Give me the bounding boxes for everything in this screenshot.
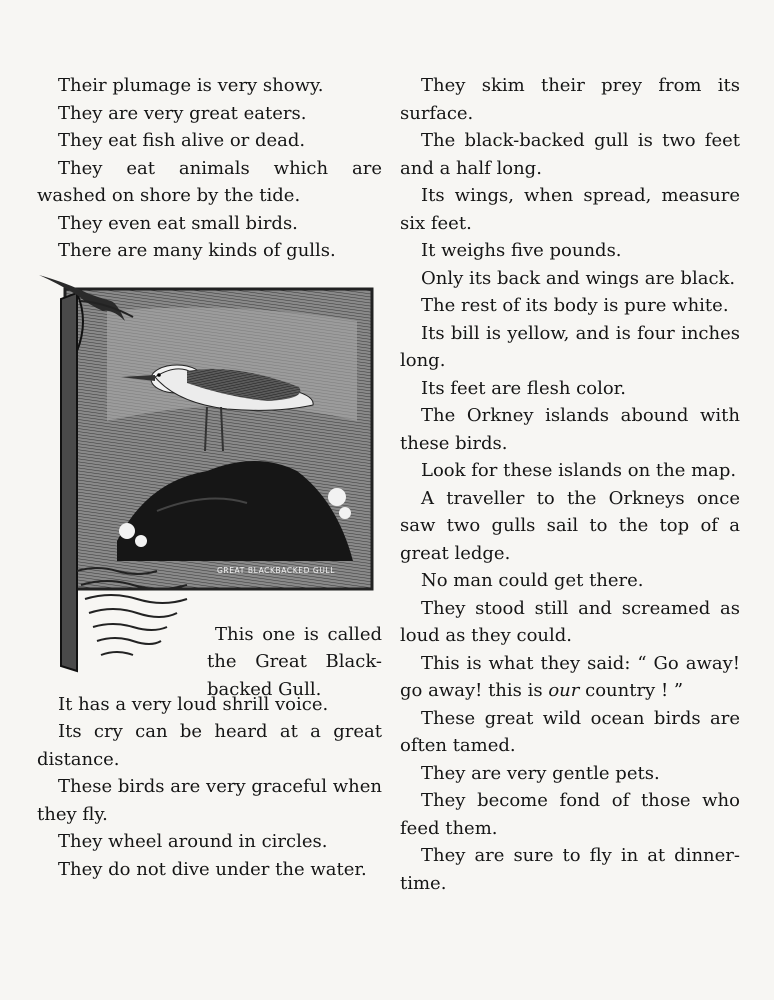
paragraph: It has a very loud shrill voice. [58, 693, 329, 715]
paragraph: This one is called the Great Black-backed Gull. [207, 623, 382, 700]
left-column [37, 72, 382, 883]
paragraph: Its cry can be heard at a great distance. [37, 721, 382, 770]
paragraph: Its wings, when spread, measure six feet. [400, 185, 740, 234]
paragraph: The black-backed gull is two feet and a half long. [400, 130, 740, 179]
quote-emphasis: our [548, 680, 580, 701]
paragraph: Only its back and wings are black. [421, 267, 736, 289]
engraving-caption: GREAT BLACKBACKED GULL [217, 565, 335, 575]
paragraph: They do not dive under the water. [58, 858, 367, 880]
paragraph: There are many kinds of gulls. [58, 240, 336, 261]
paragraph: They are very gentle pets. [421, 762, 660, 784]
paragraph: They eat fish alive or dead. [58, 130, 306, 151]
right-column [400, 72, 740, 897]
paragraph: It weighs five pounds. [421, 240, 622, 261]
paragraph: These great wild ocean birds are often tamed. [400, 707, 740, 756]
paragraph: Its bill is yellow, and is four inches long. [400, 322, 740, 371]
paragraph: Look for these islands on the map. [421, 460, 737, 481]
paragraph: Its feet are flesh color. [421, 377, 627, 399]
paragraph: They skim their prey from its surface. [400, 75, 740, 124]
paragraph: A traveller to the Orkneys once saw two gulls sail to the top of a great ledge. [400, 487, 740, 564]
paragraph: They become fond of those who feed them. [400, 790, 740, 839]
paragraph: They are sure to fly in at dinner-time. [400, 845, 740, 894]
wrapped-text-block [207, 621, 382, 704]
paragraph: No man could get there. [421, 570, 644, 591]
paragraph: These birds are very graceful when they fly. [37, 776, 382, 825]
paragraph: The rest of its body is pure white. [421, 295, 729, 316]
paragraph: They even eat small birds. [58, 212, 298, 234]
paragraph: They stood still and screamed as loud as they could. [400, 597, 740, 646]
paragraph: The Orkney islands abound with these birds. [400, 405, 740, 454]
quote-text-after: country ! ” [579, 680, 684, 701]
quote-paragraph [400, 650, 740, 705]
illustration-area [37, 271, 382, 700]
paragraph: They are very great eaters. [58, 102, 307, 124]
quote-text-before: This is what they said: “ Go away! go away! this is [400, 652, 740, 701]
paragraph: They wheel around in circles. [58, 831, 328, 852]
paragraph: They eat animals which are washed on shore by the tide. [37, 157, 382, 206]
paragraph: Their plumage is very showy. [58, 75, 324, 96]
left-after-illustration [37, 691, 382, 884]
